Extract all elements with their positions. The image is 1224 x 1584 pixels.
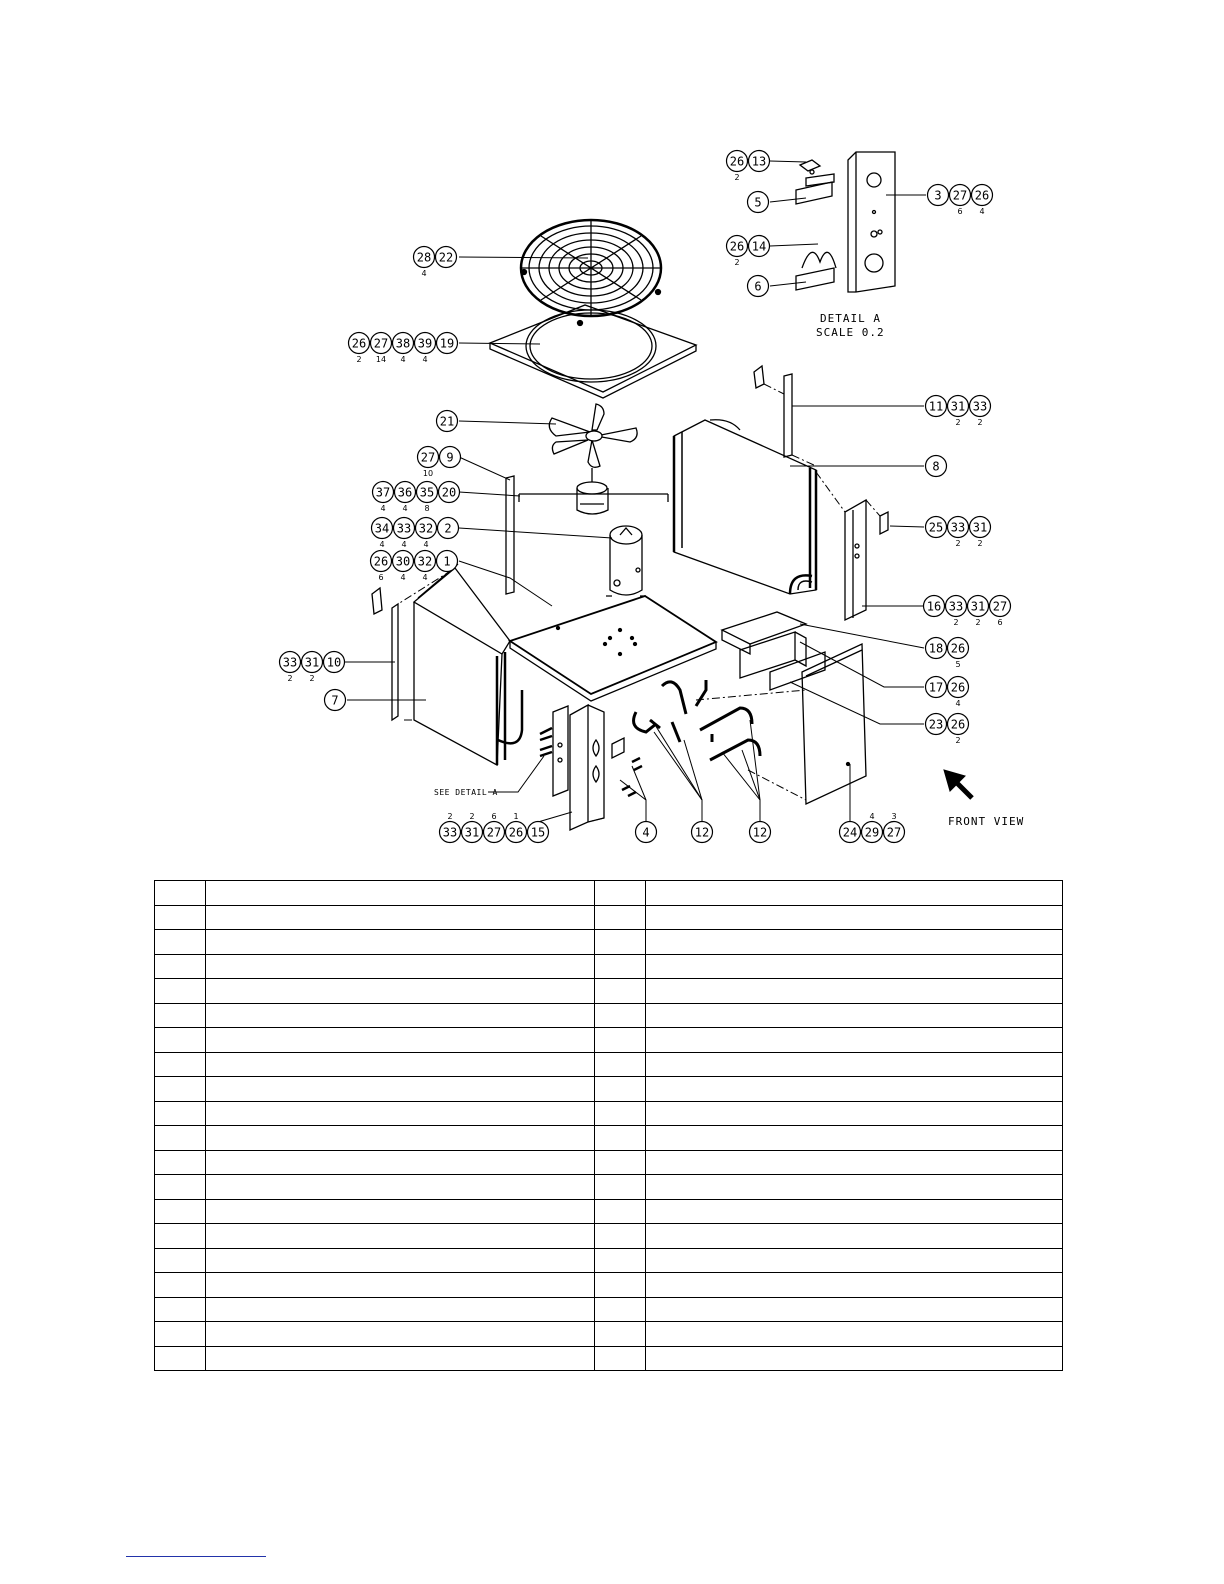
table-cell	[646, 1346, 1063, 1371]
rear-coil-8	[674, 420, 816, 594]
callout-number: 27	[886, 825, 902, 840]
callout-quantity: 14	[375, 355, 387, 364]
table-cell	[155, 1028, 206, 1053]
table-cell	[646, 1322, 1063, 1347]
callout-number: 17	[928, 680, 944, 695]
table-cell	[595, 1224, 646, 1249]
callout-quantity: 4	[402, 504, 408, 513]
callout-number: 26	[950, 641, 966, 656]
table-cell	[595, 1175, 646, 1200]
callout-quantity: 2	[955, 418, 961, 427]
detail-a-title: DETAIL A	[820, 312, 881, 325]
footer-rule	[126, 1556, 266, 1557]
table-cell	[155, 905, 206, 930]
compressor-2	[606, 526, 646, 596]
table-row	[155, 1003, 1063, 1028]
table-cell	[155, 1224, 206, 1249]
callout-26-14	[727, 236, 770, 268]
callout-number: 27	[992, 599, 1008, 614]
callout-number: 26	[950, 717, 966, 732]
callout-quantity: 4	[379, 540, 385, 549]
table-cell	[206, 1126, 595, 1151]
table-cell	[646, 1028, 1063, 1053]
callout-number: 27	[420, 450, 436, 465]
table-cell	[206, 1052, 595, 1077]
callout-number: 21	[439, 414, 455, 429]
callout-quantity: 2	[287, 674, 293, 683]
table-cell	[155, 1101, 206, 1126]
callout-number: 16	[926, 599, 942, 614]
callout-34-33-32-2	[372, 518, 459, 550]
table-cell	[155, 1175, 206, 1200]
callout-number: 26	[974, 188, 990, 203]
top-panel-19	[490, 305, 696, 398]
callout-number: 26	[729, 239, 745, 254]
table-row	[155, 1052, 1063, 1077]
table-row	[155, 1248, 1063, 1273]
table-cell	[595, 1052, 646, 1077]
callout-number: 15	[530, 825, 546, 840]
see-detail-a-note: SEE DETAIL A	[434, 788, 498, 797]
table-cell	[595, 1297, 646, 1322]
callout-quantity: 2	[734, 173, 740, 182]
table-cell	[646, 954, 1063, 979]
table-cell	[206, 1248, 595, 1273]
callout-quantity: 2	[953, 618, 959, 627]
callout-quantity: 4	[422, 355, 428, 364]
callout-25-33-31	[926, 517, 991, 549]
table-row	[155, 1297, 1063, 1322]
callout-number: 18	[928, 641, 944, 656]
table-row	[155, 1101, 1063, 1126]
table-cell	[155, 1199, 206, 1224]
table-row	[155, 1322, 1063, 1347]
callout-quantity: 2	[469, 812, 475, 821]
callout-number: 32	[418, 521, 434, 536]
callout-quantity: 2	[975, 618, 981, 627]
table-cell	[206, 1150, 595, 1175]
callout-number: 12	[752, 825, 768, 840]
corner-post-15	[553, 705, 604, 830]
callout-quantity: 4	[979, 207, 985, 216]
table-cell	[155, 1126, 206, 1151]
callout-7	[325, 690, 346, 711]
table-cell	[206, 1175, 595, 1200]
callout-26-27-38-39-19	[349, 333, 458, 365]
table-row	[155, 979, 1063, 1004]
callout-27-9	[418, 447, 461, 479]
callout-quantity: 4	[400, 355, 406, 364]
callout-quantity: 4	[423, 540, 429, 549]
fan-motor-20	[519, 468, 668, 514]
table-cell	[206, 1297, 595, 1322]
callout-number: 38	[395, 336, 411, 351]
callout-number: 25	[928, 520, 944, 535]
callout-quantity: 6	[957, 207, 963, 216]
table-cell	[646, 1126, 1063, 1151]
table-cell	[155, 1052, 206, 1077]
callout-33-31-27-26-15	[440, 812, 549, 843]
callout-quantity: 4	[422, 573, 428, 582]
table-cell	[155, 1003, 206, 1028]
service-fittings	[540, 728, 552, 756]
table-cell	[646, 979, 1063, 1004]
callout-number: 32	[417, 554, 433, 569]
callout-quantity: 2	[447, 812, 453, 821]
table-row	[155, 881, 1063, 906]
table-cell	[155, 1322, 206, 1347]
table-row	[155, 1224, 1063, 1249]
table-cell	[206, 1199, 595, 1224]
callout-quantity: 4	[400, 573, 406, 582]
table-cell	[595, 1248, 646, 1273]
callout-number: 11	[928, 399, 944, 414]
callout-number: 26	[729, 154, 745, 169]
callout-number: 31	[972, 520, 988, 535]
table-row	[155, 1273, 1063, 1298]
callout-8	[926, 456, 947, 477]
callout-number: 31	[950, 399, 966, 414]
callout-26-13	[727, 151, 770, 183]
table-cell	[206, 1028, 595, 1053]
callout-quantity: 2	[977, 539, 983, 548]
table-cell	[206, 905, 595, 930]
callout-quantity: 3	[891, 812, 897, 821]
table-cell	[646, 1248, 1063, 1273]
callout-number: 33	[442, 825, 458, 840]
callout-quantity: 4	[869, 812, 875, 821]
table-cell	[595, 1346, 646, 1371]
callout-number: 33	[948, 599, 964, 614]
detail-a-post-3	[848, 152, 895, 292]
callout-number: 2	[444, 521, 452, 536]
callout-number: 27	[952, 188, 968, 203]
table-cell	[206, 1101, 595, 1126]
callout-number: 4	[642, 825, 650, 840]
callout-number: 33	[972, 399, 988, 414]
table-cell	[595, 1322, 646, 1347]
callout-number: 39	[417, 336, 433, 351]
table-cell	[595, 1126, 646, 1151]
table-row	[155, 905, 1063, 930]
callout-number: 12	[694, 825, 710, 840]
callout-number: 13	[751, 154, 767, 169]
callout-quantity: 2	[977, 418, 983, 427]
table-cell	[206, 979, 595, 1004]
callout-number: 22	[438, 250, 454, 265]
callout-12a	[692, 822, 713, 843]
callout-number: 5	[754, 195, 762, 210]
callout-number: 31	[304, 655, 320, 670]
callout-number: 26	[950, 680, 966, 695]
callout-quantity: 2	[356, 355, 362, 364]
table-cell	[595, 1003, 646, 1028]
callout-quantity: 4	[380, 504, 386, 513]
table-row	[155, 1126, 1063, 1151]
callout-quantity: 6	[491, 812, 497, 821]
callout-number: 35	[419, 485, 435, 500]
table-cell	[155, 1077, 206, 1102]
access-panel-24	[802, 644, 866, 804]
callout-number: 24	[842, 825, 858, 840]
callout-quantity: 2	[309, 674, 315, 683]
table-cell	[155, 979, 206, 1004]
callout-11-31-33	[926, 396, 991, 428]
callout-number: 31	[464, 825, 480, 840]
callout-number: 23	[928, 717, 944, 732]
callout-quantity: 2	[734, 258, 740, 267]
table-cell	[646, 930, 1063, 955]
callout-number: 28	[416, 250, 432, 265]
table-row	[155, 930, 1063, 955]
callout-number: 26	[351, 336, 367, 351]
table-cell	[206, 1273, 595, 1298]
callout-number: 27	[486, 825, 502, 840]
table-cell	[595, 930, 646, 955]
callout-quantity: 2	[955, 539, 961, 548]
callout-number: 3	[934, 188, 942, 203]
callout-number: 29	[864, 825, 880, 840]
table-cell	[646, 881, 1063, 906]
callout-number: 26	[373, 554, 389, 569]
callout-number: 8	[932, 459, 940, 474]
table-cell	[595, 1101, 646, 1126]
table-cell	[595, 1077, 646, 1102]
callout-33-31-10	[280, 652, 345, 684]
table-cell	[595, 881, 646, 906]
table-cell	[155, 1297, 206, 1322]
callout-4	[636, 822, 657, 843]
table-cell	[206, 1077, 595, 1102]
table-cell	[646, 1224, 1063, 1249]
table-cell	[595, 905, 646, 930]
callout-number: 33	[950, 520, 966, 535]
front-view-arrow	[944, 770, 972, 798]
callout-quantity: 1	[513, 812, 519, 821]
table-cell	[155, 930, 206, 955]
table-cell	[206, 1346, 595, 1371]
table-cell	[646, 1003, 1063, 1028]
assembly-lines	[395, 384, 880, 822]
table-row	[155, 1150, 1063, 1175]
callout-number: 19	[439, 336, 455, 351]
fan-blade-21	[549, 404, 637, 467]
corner-post-16	[845, 500, 888, 620]
callout-3-27-26	[928, 185, 993, 217]
table-cell	[595, 979, 646, 1004]
table-cell	[646, 905, 1063, 930]
callout-number: 33	[282, 655, 298, 670]
callout-24-29-27	[840, 812, 905, 843]
detail-a-bracket-14	[796, 252, 836, 290]
callout-5	[748, 192, 769, 213]
corner-post-9	[506, 476, 514, 594]
callout-12b	[750, 822, 771, 843]
table-cell	[206, 1003, 595, 1028]
table-cell	[206, 881, 595, 906]
callout-37-36-35-20	[373, 482, 460, 514]
callout-quantity: 8	[424, 504, 430, 513]
table-cell	[155, 881, 206, 906]
table-cell	[595, 954, 646, 979]
callout-number: 27	[373, 336, 389, 351]
base-pan-1	[510, 596, 716, 701]
table-cell	[155, 1150, 206, 1175]
callout-quantity: 5	[955, 660, 961, 669]
callout-quantity: 10	[422, 469, 434, 478]
table-cell	[646, 1077, 1063, 1102]
callout-quantity: 2	[955, 736, 961, 745]
callout-number: 36	[397, 485, 413, 500]
table-cell	[646, 1297, 1063, 1322]
table-cell	[646, 1150, 1063, 1175]
callout-number: 9	[446, 450, 454, 465]
table-row	[155, 954, 1063, 979]
corner-post-11	[754, 366, 792, 457]
table-cell	[646, 1199, 1063, 1224]
parts-list-table	[154, 880, 1063, 1371]
tubing-12b	[700, 708, 760, 760]
table-cell	[206, 1322, 595, 1347]
table-row	[155, 1346, 1063, 1371]
detail-a-scale: SCALE 0.2	[816, 326, 885, 339]
callout-number: 26	[508, 825, 524, 840]
table-cell	[595, 1028, 646, 1053]
valve-brackets-4	[612, 738, 642, 796]
callout-number: 14	[751, 239, 767, 254]
table-row	[155, 1077, 1063, 1102]
tubing-12a	[634, 680, 706, 742]
callout-quantity: 4	[421, 269, 427, 278]
callout-23-26	[926, 714, 969, 746]
callout-number: 7	[331, 693, 339, 708]
callout-bubbles	[280, 151, 1011, 843]
callout-number: 1	[443, 554, 451, 569]
table-cell	[595, 1273, 646, 1298]
callout-number: 30	[395, 554, 411, 569]
table-cell	[155, 1248, 206, 1273]
callout-number: 37	[375, 485, 391, 500]
callout-quantity: 6	[378, 573, 384, 582]
table-cell	[646, 1273, 1063, 1298]
table-cell	[646, 1175, 1063, 1200]
callout-16-33-31-27	[924, 596, 1011, 628]
table-cell	[206, 1224, 595, 1249]
callout-number: 33	[396, 521, 412, 536]
callout-number: 31	[970, 599, 986, 614]
callout-number: 6	[754, 279, 762, 294]
table-cell	[206, 930, 595, 955]
callout-6	[748, 276, 769, 297]
table-cell	[206, 954, 595, 979]
callout-quantity: 4	[955, 699, 961, 708]
callout-number: 10	[326, 655, 342, 670]
callout-quantity: 4	[401, 540, 407, 549]
table-row	[155, 1175, 1063, 1200]
callout-number: 34	[374, 521, 390, 536]
callout-quantity: 6	[997, 618, 1003, 627]
table-cell	[155, 1346, 206, 1371]
table-cell	[155, 954, 206, 979]
callout-28-22	[414, 247, 457, 279]
table-cell	[646, 1101, 1063, 1126]
callout-21	[437, 411, 458, 432]
table-row	[155, 1199, 1063, 1224]
table-cell	[595, 1199, 646, 1224]
table-cell	[646, 1052, 1063, 1077]
callout-17-26	[926, 677, 969, 709]
table-cell	[155, 1273, 206, 1298]
callout-number: 20	[441, 485, 457, 500]
callout-18-26	[926, 638, 969, 670]
table-cell	[595, 1150, 646, 1175]
table-row	[155, 1028, 1063, 1053]
detail-a-bracket-13	[796, 160, 834, 204]
front-view-label: FRONT VIEW	[948, 815, 1025, 828]
